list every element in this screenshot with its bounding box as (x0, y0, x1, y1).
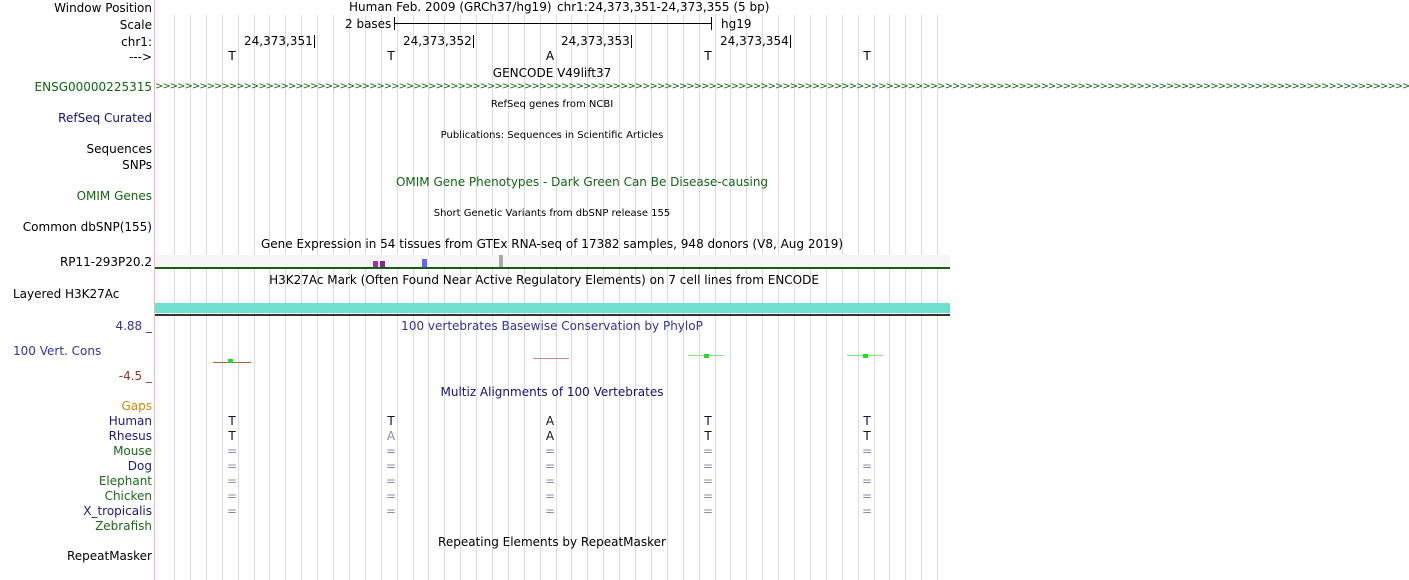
gridline (206, 15, 207, 580)
gridline (651, 15, 652, 580)
alignment-base: T (704, 429, 712, 443)
alignment-base: = (226, 489, 238, 503)
cons-min-label: -4.5 _ (118, 369, 152, 383)
gridline (444, 15, 445, 580)
gridline (269, 15, 270, 580)
gridline (428, 15, 429, 580)
alignment-base: = (861, 489, 873, 503)
alignment-base: T (228, 429, 236, 443)
gridline (746, 15, 747, 580)
gridline (730, 15, 731, 580)
gtex-bar[interactable] (422, 259, 427, 267)
gridline (842, 15, 843, 580)
gridline (889, 15, 890, 580)
alignment-base: = (702, 504, 714, 518)
repeatmasker-track-title[interactable]: Repeating Elements by RepeatMasker (438, 535, 666, 549)
gtex-bar[interactable] (499, 255, 503, 267)
alignment-base: A (386, 429, 396, 443)
gridline (826, 15, 827, 580)
alignment-base: = (226, 504, 238, 518)
ruler-base: T (228, 49, 236, 63)
gridline (333, 15, 334, 580)
gridline (285, 15, 286, 580)
gridline (762, 15, 763, 580)
h3k27ac-track-title[interactable]: H3K27Ac Mark (Often Found Near Active Regulatory Elements) on 7 cell lines from ENCODE (269, 273, 819, 287)
species-label[interactable]: X_tropicalis (83, 504, 152, 518)
alignment-base: T (228, 414, 236, 428)
assembly-title: Human Feb. 2009 (GRCh37/hg19) (349, 0, 552, 14)
ruler-tick (473, 35, 474, 48)
window-position-label: Window Position (54, 1, 152, 15)
snps-label[interactable]: SNPs (122, 158, 152, 172)
gridline (365, 15, 366, 580)
gtex-baseline (155, 267, 950, 269)
gridline (778, 15, 779, 580)
scale-bar-text: 2 bases (345, 17, 392, 31)
alignment-base: = (702, 459, 714, 473)
gridline (905, 15, 906, 580)
alignment-base: = (226, 459, 238, 473)
alignment-base: = (702, 489, 714, 503)
gaps-label[interactable]: Gaps (121, 399, 152, 413)
gridline (301, 15, 302, 580)
gencode-gene-arrows[interactable]: >>>>>>>>>>>>>>>>>>>>>>>>>>>>>>>>>>>>>>>>>>>>>>>>>>>>>>>>>>>>>>>>>>>>>>>>>>>>>>>>>>>>>>>>>>>>>>>>>>>>>>>>>>>>>>>>>>>>>>>>>>>>>>>>>>>>>>>>>>>>>>>>>>>>>>>>>>>>>>>>>>>>>>>>>> (155, 81, 1409, 92)
ruler-tick (314, 35, 315, 48)
gencode-track-title[interactable]: GENCODE V49lift37 (492, 66, 612, 80)
alignment-base: = (385, 489, 397, 503)
ruler-base: T (863, 49, 871, 63)
gridline (460, 15, 461, 580)
ruler-position-label: 24,373,354 (720, 34, 789, 48)
dbsnp-track-title[interactable]: Short Genetic Variants from dbSNP release 155 (433, 208, 671, 219)
species-label[interactable]: Chicken (104, 489, 152, 503)
h3k27ac-signal-band[interactable] (155, 303, 950, 313)
alignment-base: T (704, 414, 712, 428)
gridline (921, 15, 922, 580)
alignment-base: = (861, 504, 873, 518)
gridline (619, 15, 620, 580)
gridline (937, 15, 938, 580)
omim-track-title[interactable]: OMIM Gene Phenotypes - Dark Green Can Be Disease-causing (395, 175, 769, 189)
alignment-base: = (226, 444, 238, 458)
gridline (683, 15, 684, 580)
alignment-base: A (545, 414, 555, 428)
gridline (174, 15, 175, 580)
gridline (635, 15, 636, 580)
position-title: chr1:24,373,351-24,373,355 (5 bp) (557, 0, 770, 14)
species-label[interactable]: Dog (127, 459, 152, 473)
species-label[interactable]: Mouse (113, 444, 152, 458)
scale-bar-left-end (394, 17, 395, 30)
sequences-label[interactable]: Sequences (86, 142, 152, 156)
phylop-score-mark (228, 359, 233, 363)
chrom-label: chr1: (121, 35, 152, 49)
alignment-base: = (544, 459, 556, 473)
h3k27ac-baseline (155, 314, 950, 316)
alignment-base: = (702, 444, 714, 458)
gridline (413, 15, 414, 580)
strand-label: ---> (128, 50, 152, 64)
track-image-area[interactable] (155, 0, 1409, 580)
track-label-column (0, 0, 154, 580)
scale-bar-line (394, 23, 711, 24)
ruler-position-label: 24,373,352 (403, 34, 472, 48)
ruler-tick (790, 35, 791, 48)
scale-bar-db: hg19 (721, 17, 752, 31)
phylop-score-mark (704, 354, 709, 358)
gridline (254, 15, 255, 580)
ruler-base: T (704, 49, 712, 63)
gtex-gene-label[interactable]: RP11-293P20.2 (59, 255, 152, 269)
scale-label: Scale (119, 18, 152, 32)
ruler-tick (631, 35, 632, 48)
publications-track-title[interactable]: Publications: Sequences in Scientific Articles (440, 130, 664, 141)
ruler-position-label: 24,373,351 (244, 34, 313, 48)
phylop-score-line (533, 358, 569, 359)
gridline (317, 15, 318, 580)
refseq-track-title[interactable]: RefSeq genes from NCBI (490, 99, 614, 110)
alignment-base: = (385, 459, 397, 473)
species-label[interactable]: Zebrafish (95, 519, 152, 533)
h3k27ac-label[interactable]: Layered H3K27Ac (13, 287, 120, 301)
species-label[interactable]: Human (108, 414, 152, 428)
gridline (794, 15, 795, 580)
phylop-track-title[interactable]: 100 vertebrates Basewise Conservation by PhyloP (401, 319, 703, 333)
ruler-position-label: 24,373,353 (561, 34, 630, 48)
gridline (476, 15, 477, 580)
alignment-base: = (385, 474, 397, 488)
alignment-base: = (544, 444, 556, 458)
gtex-track-title[interactable]: Gene Expression in 54 tissues from GTEx RNA-seq of 17382 samples, 948 donors (V8, Aug 2019) (260, 237, 844, 251)
gridline (667, 15, 668, 580)
cons-track-label[interactable]: 100 Vert. Cons (13, 344, 102, 358)
ruler-base: A (545, 49, 555, 63)
alignment-base: = (702, 474, 714, 488)
alignment-base: = (544, 504, 556, 518)
alignment-base: = (385, 444, 397, 458)
species-label[interactable]: Rhesus (108, 429, 152, 443)
gencode-gene-label[interactable]: ENSG00000225315 (34, 80, 152, 94)
alignment-base: = (544, 474, 556, 488)
alignment-base: T (387, 414, 395, 428)
alignment-base: = (544, 489, 556, 503)
alignment-base: = (385, 504, 397, 518)
omim-label[interactable]: OMIM Genes (76, 189, 152, 203)
gridline (190, 15, 191, 580)
gridline (810, 15, 811, 580)
dbsnp-label[interactable]: Common dbSNP(155) (22, 220, 152, 234)
multiz-track-title[interactable]: Multiz Alignments of 100 Vertebrates (440, 385, 664, 399)
alignment-base: = (861, 474, 873, 488)
alignment-base: = (226, 474, 238, 488)
alignment-base: T (863, 414, 871, 428)
alignment-base: A (545, 429, 555, 443)
gridline (349, 15, 350, 580)
alignment-base: = (861, 459, 873, 473)
alignment-base: T (863, 429, 871, 443)
phylop-score-mark (863, 354, 868, 358)
repeatmasker-label[interactable]: RepeatMasker (66, 549, 152, 563)
refseq-label[interactable]: RefSeq Curated (58, 111, 152, 125)
ruler-base: T (387, 49, 395, 63)
species-label[interactable]: Elephant (98, 474, 152, 488)
scale-bar-right-end (711, 17, 712, 30)
cons-max-label: 4.88 _ (115, 319, 152, 333)
gtex-track-band[interactable] (155, 255, 950, 267)
alignment-base: = (861, 444, 873, 458)
